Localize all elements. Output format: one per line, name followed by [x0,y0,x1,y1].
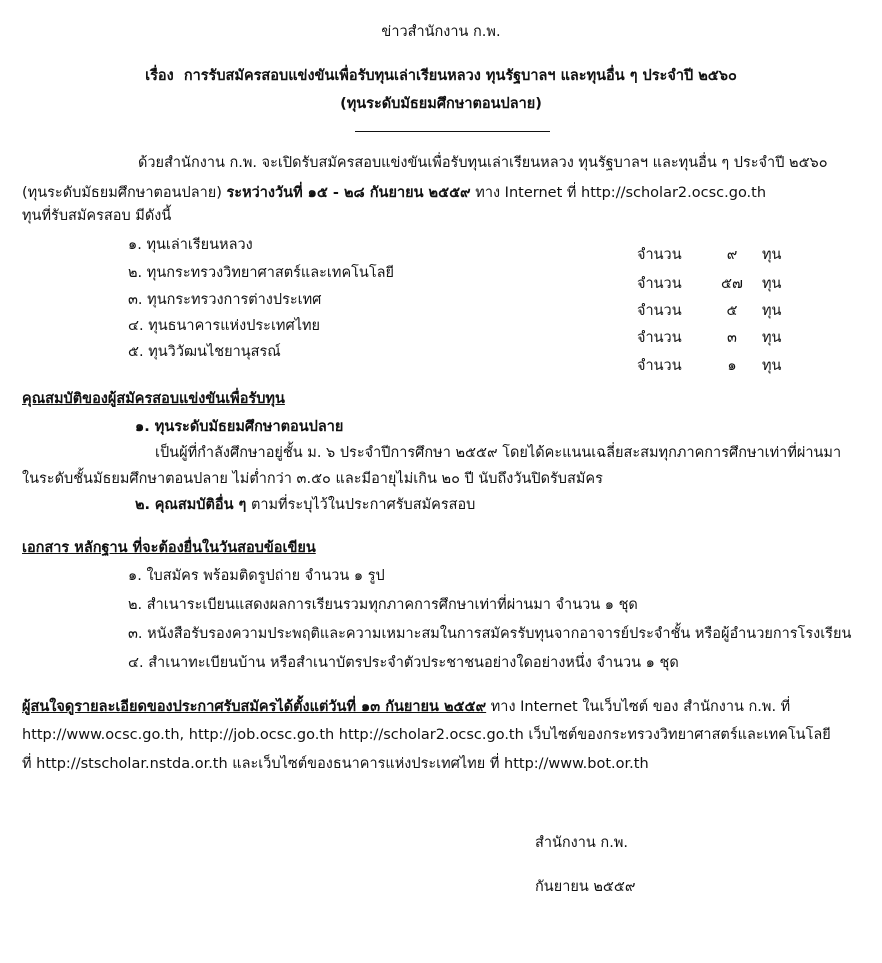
qualifications-heading: คุณสมบัติของผู้สมัครสอบแข่งขันเพื่อรับทุน [22,391,285,407]
details-line-1-rest: ทาง Internet ในเว็บไซต์ ของ สำนักงาน ก.พ. ที่ [490,699,791,715]
qualification-item-1-line-1: เป็นผู้ที่กำลังศึกษาอยู่ชั้น ม. ๖ ประจำปีการศึกษา ๒๕๕๙ โดยได้คะแนนเฉลี่ยสะสมทุกภาคการศึกษาเท่าที่ผ่านมา [155,445,842,461]
list-item [128,316,320,336]
subject-line [0,66,882,86]
documents-heading: เอกสาร หลักฐาน ที่จะต้องยื่นในวันสอบข้อเขียน [22,540,316,556]
subject-label: เรื่อง [145,68,174,84]
qualification-item-1-title: ๑. ทุนระดับมัธยมศึกษาตอนปลาย [135,419,344,435]
document-item: ๒. สำเนาระเบียนแสดงผลการเรียนรวมทุกภาคการศึกษาเท่าที่ผ่านมา จำนวน ๑ ชุด [128,597,638,613]
document-item: ๔. สำเนาทะเบียนบ้าน หรือสำเนาบัตรประจำตัวประชาชนอย่างใดอย่างหนึ่ง จำนวน ๑ ชุด [128,655,679,671]
intro-url: ทาง Internet ที่ http://scholar2.ocsc.go.th [475,185,767,201]
qualification-item-1-line-2: ในระดับชั้นมัธยมศึกษาตอนปลาย ไม่ต่ำกว่า ๓.๕๐ และมีอายุไม่เกิน ๒๐ ปี นับถึงวันปิดรับสมัคร [22,471,603,487]
scholarship-name: ทุนธนาคารแห่งประเทศไทย [148,318,321,334]
scholarship-name: ทุนกระทรวงวิทยาศาสตร์และเทคโนโลยี [146,265,395,281]
details-line-1 [22,697,790,717]
scholarship-name: ทุนเล่าเรียนหลวง [146,237,253,253]
list-item [128,235,253,255]
intro-level: (ทุนระดับมัธยมศึกษาตอนปลาย) [22,185,222,201]
intro-line-3: ทุนที่รับสมัครสอบ มีดังนี้ [22,208,172,224]
intro-line-1: ด้วยสำนักงาน ก.พ. จะเปิดรับสมัครสอบแข่งขันเพื่อรับทุนเล่าเรียนหลวง ทุนรัฐบาลฯ และทุนอื่น ๆ ประจำปี ๒๕๖๐ [138,155,828,171]
document-item: ๑. ใบสมัคร พร้อมติดรูปถ่าย จำนวน ๑ รูป [128,568,385,584]
signature-office: สำนักงาน ก.พ. [535,835,628,851]
subject-text: การรับสมัครสอบแข่งขันเพื่อรับทุนเล่าเรียนหลวง ทุนรัฐบาลฯ และทุนอื่น ๆ ประจำปี ๒๕๖๐ [183,68,737,84]
subtitle: (ทุนระดับมัธยมศึกษาตอนปลาย) [340,96,542,112]
details-heading: ผู้สนใจดูรายละเอียดของประกาศรับสมัครได้ตั้งแต่วันที่ ๑๓ กันยายน ๒๕๕๙ [22,699,487,715]
item-number: ๔. [128,318,144,334]
list-item [128,290,321,310]
details-line-2: http://www.ocsc.go.th, http://job.ocsc.go.th http://scholar2.ocsc.go.th เว็บไซต์ของกระทรวงวิทยาศาสตร์และเทคโนโลยี [22,727,831,743]
intro-dates: ระหว่างวันที่ ๑๕ - ๒๘ กันยายน ๒๕๕๙ [226,185,471,201]
qualification-item-2: ๒. คุณสมบัติอื่น ๆ ตามที่ระบุไว้ในประกาศรับสมัครสอบ [135,497,476,513]
list-item [128,263,394,283]
intro-line-2 [22,183,766,203]
document-item: ๓. หนังสือรับรองความประพฤติและความเหมาะสมในการสมัครรับทุนจากอาจารย์ประจำชั้น หรือผู้อำนวยการโรงเรียน [128,626,852,642]
item-number: ๕. [128,344,144,360]
list-item [128,342,281,362]
header-divider [355,131,550,132]
item-number: ๒. [128,265,143,281]
details-line-3: ที่ http://stscholar.nstda.or.th และเว็บไซต์ของธนาคารแห่งประเทศไทย ที่ http://www.bot.or.th [22,756,649,772]
signature-date: กันยายน ๒๕๕๙ [535,879,636,895]
scholarship-name: ทุนกระทรวงการต่างประเทศ [147,292,322,308]
scholarship-name: ทุนวิวัฒนไชยานุสรณ์ [148,344,281,360]
item-number: ๑. [128,237,142,253]
office-news-title: ข่าวสำนักงาน ก.พ. [381,24,501,40]
item-number: ๓. [128,292,143,308]
